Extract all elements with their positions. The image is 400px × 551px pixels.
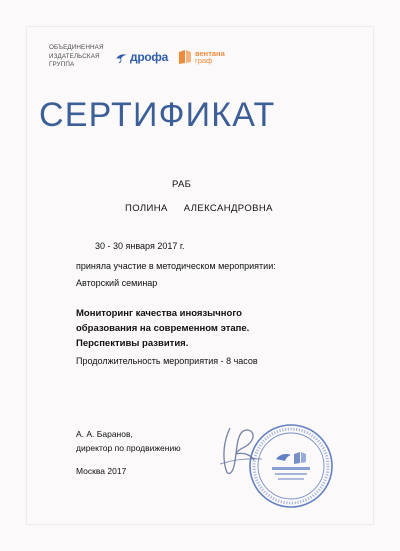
signer-name: А. А. Баранов, bbox=[76, 429, 133, 439]
ventana-logo bbox=[178, 47, 225, 67]
place-and-year: Москва 2017 bbox=[76, 466, 127, 476]
topic-line-1: Мониторинг качества иноязычного bbox=[76, 308, 242, 319]
publisher-line-1: ОБЪЕДИНЕННАЯ bbox=[49, 44, 104, 51]
ventana-window-icon bbox=[178, 49, 192, 65]
ventana-name bbox=[195, 50, 225, 65]
event-type: Авторский семинар bbox=[76, 278, 158, 288]
signer-role: директор по продвижению bbox=[76, 443, 181, 453]
ventana-name-line-2: граф bbox=[195, 56, 213, 65]
drofa-name: дрофа bbox=[130, 50, 168, 64]
ventana-name-line-1: вентана bbox=[195, 48, 225, 58]
participation-text: приняла участие в методическом мероприятии: bbox=[76, 261, 276, 271]
publisher-line-3: ГРУППА bbox=[49, 61, 75, 68]
topic-line-3: Перспективы развития. bbox=[76, 338, 189, 349]
recipient-patronymic: АЛЕКСАНДРОВНА bbox=[183, 203, 273, 214]
publisher-line-2: ИЗДАТЕЛЬСКАЯ bbox=[49, 52, 100, 60]
handwritten-signature bbox=[212, 418, 282, 488]
recipient-surname: РАБ bbox=[172, 179, 192, 190]
certificate-title: СЕРТИФИКАТ bbox=[39, 96, 276, 134]
drofa-bird-icon bbox=[115, 51, 128, 64]
recipient-names bbox=[125, 203, 273, 214]
event-duration: Продолжительность мероприятия - 8 часов bbox=[76, 356, 258, 366]
topic-line-2: образования на современном этапе. bbox=[76, 323, 250, 334]
publisher-group-label bbox=[49, 44, 119, 70]
event-date: 30 - 30 января 2017 г. bbox=[95, 241, 185, 251]
drofa-logo bbox=[115, 49, 168, 65]
recipient-first-name: ПОЛИНА bbox=[125, 203, 168, 214]
event-topic bbox=[76, 306, 249, 351]
